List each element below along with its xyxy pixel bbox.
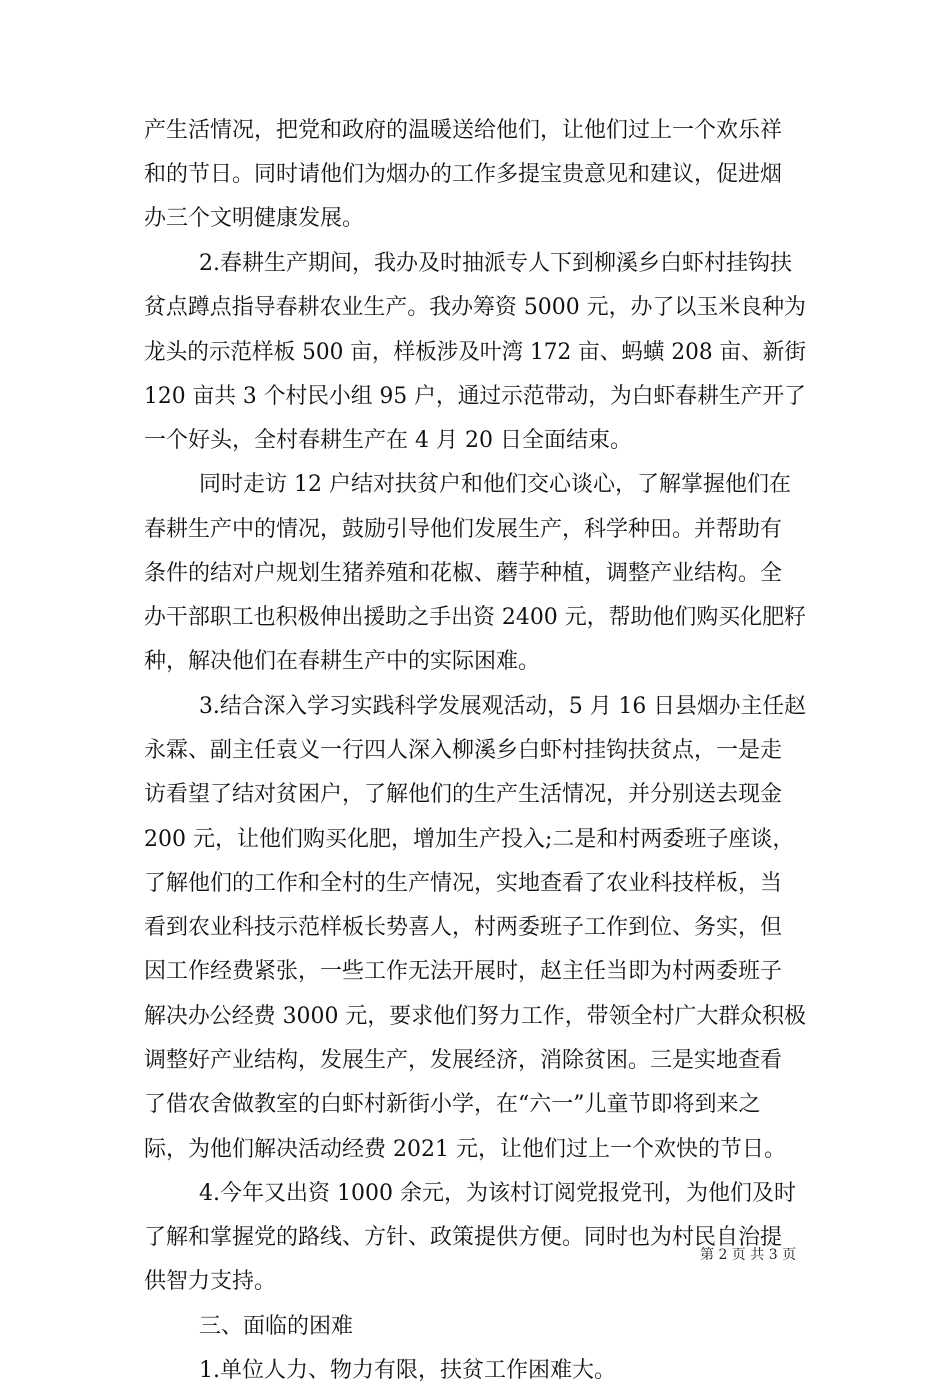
text-line: 看到农业科技示范样板长势喜人，村两委班子工作到位、务实，但 xyxy=(144,915,783,940)
text-line: 条件的结对户规划生猪养殖和花椒、蘑芋种植，调整产业结构。全 xyxy=(144,561,783,586)
text-line: 解决办公经费 3000 元，要求他们努力工作，带领全村广大群众积极 xyxy=(144,1004,806,1029)
text-line: 调整好产业结构，发展生产，发展经济，消除贫困。三是实地查看 xyxy=(144,1048,783,1073)
text-line: 永霖、副主任袁义一行四人深入柳溪乡白虾村挂钩扶贫点，一是走 xyxy=(144,738,783,763)
text-line: 和的节日。同时请他们为烟办的工作多提宝贵意见和建议，促进烟 xyxy=(144,162,783,187)
text-line: 种，解决他们在春耕生产中的实际困难。 xyxy=(144,649,541,674)
text-line: 一个好头，全村春耕生产在 4 月 20 日全面结束。 xyxy=(144,428,632,453)
text-line: 200 元，让他们购买化肥，增加生产投入;二是和村两委班子座谈， xyxy=(144,827,795,852)
text-line: 春耕生产中的情况，鼓励引导他们发展生产，科学种田。并帮助有 xyxy=(144,517,783,542)
text-line: 办三个文明健康发展。 xyxy=(144,206,365,231)
text-line: 3.结合深入学习实践科学发展观活动，5 月 16 日县烟办主任赵 xyxy=(199,694,806,719)
text-line: 产生活情况，把党和政府的温暖送给他们，让他们过上一个欢乐祥 xyxy=(144,118,783,143)
text-line: 1.单位人力、物力有限，扶贫工作困难大。 xyxy=(199,1358,616,1383)
text-line: 2.春耕生产期间，我办及时抽派专人下到柳溪乡白虾村挂钩扶 xyxy=(199,251,792,276)
text-line: 供智力支持。 xyxy=(144,1269,277,1294)
text-line: 了借农舍做教室的白虾村新街小学，在“六一”儿童节即将到来之 xyxy=(144,1092,761,1117)
page-number: 第 2 页 共 3 页 xyxy=(700,1247,797,1263)
text-line: 贫点蹲点指导春耕农业生产。我办筹资 5000 元，办了以玉米良种为 xyxy=(144,295,806,320)
text-line: 同时走访 12 户结对扶贫户和他们交心谈心，了解掌握他们在 xyxy=(199,472,791,497)
section-heading: 三、面临的困难 xyxy=(199,1314,354,1339)
text-line: 了解他们的工作和全村的生产情况，实地查看了农业科技样板，当 xyxy=(144,871,783,896)
text-line: 因工作经费紧张，一些工作无法开展时，赵主任当即为村两委班子 xyxy=(144,959,783,984)
text-line: 4.今年又出资 1000 余元，为该村订阅党报党刊，为他们及时 xyxy=(199,1181,796,1206)
text-line: 办干部职工也积极伸出援助之手出资 2400 元，帮助他们购买化肥籽 xyxy=(144,605,806,630)
text-line: 访看望了结对贫困户，了解他们的生产生活情况，并分别送去现金 xyxy=(144,782,783,807)
text-line: 际，为他们解决活动经费 2021 元，让他们过上一个欢快的节日。 xyxy=(144,1137,786,1162)
text-line: 龙头的示范样板 500 亩，样板涉及叶湾 172 亩、蚂蟥 208 亩、新街 xyxy=(144,340,806,365)
text-line: 了解和掌握党的路线、方针、政策提供方便。同时也为村民自治提 xyxy=(144,1225,783,1250)
text-line: 120 亩共 3 个村民小组 95 户，通过示范带动，为白虾春耕生产开了 xyxy=(144,384,806,409)
